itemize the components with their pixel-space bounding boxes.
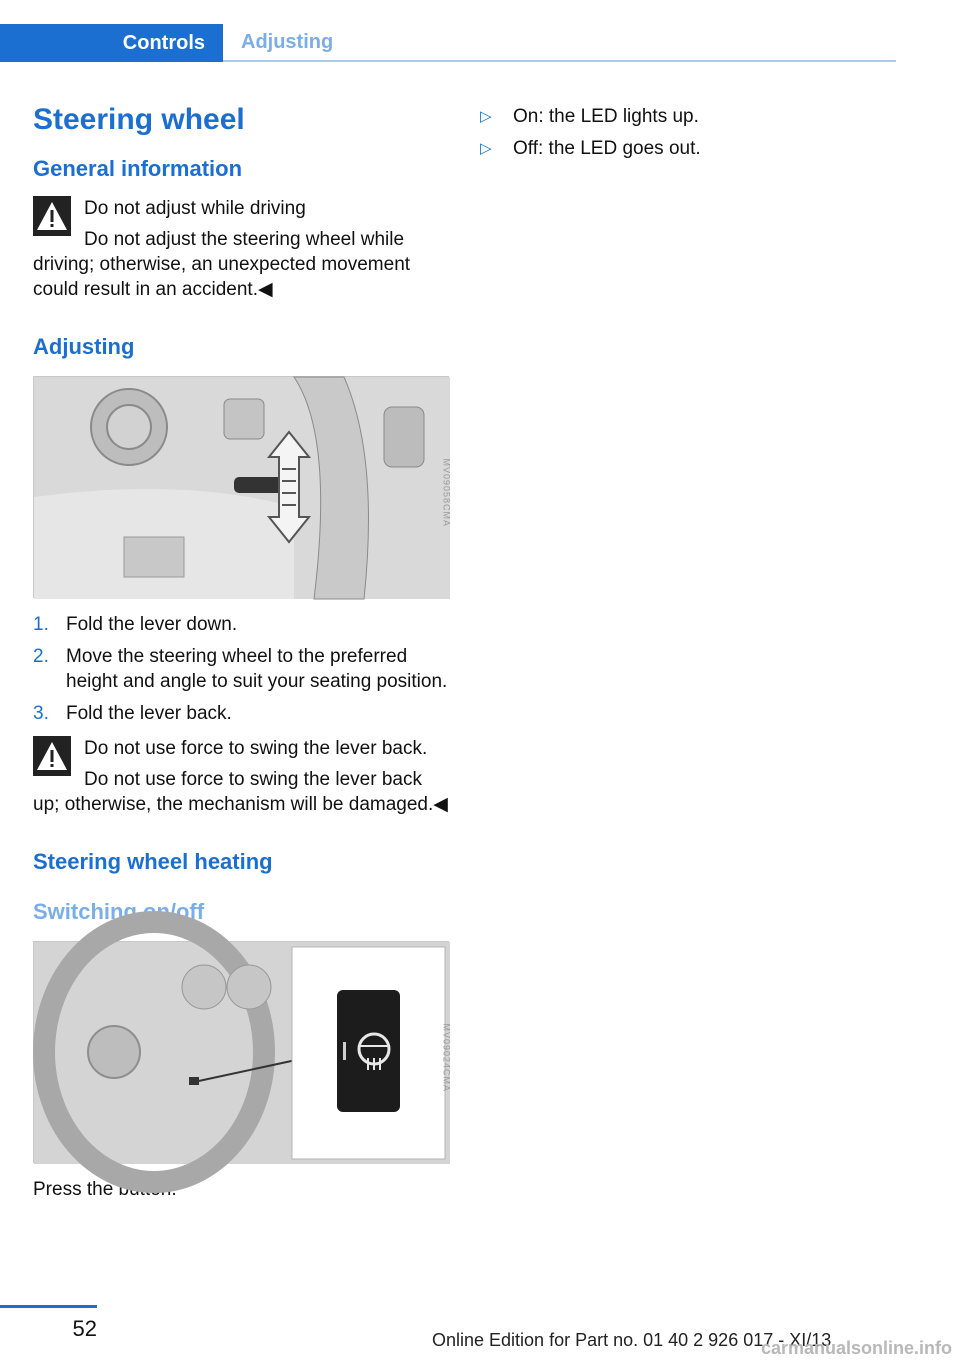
step-text: Fold the lever down. bbox=[66, 614, 238, 635]
steering-wheel-heating-button-illustration bbox=[33, 941, 452, 1163]
page-number-bar bbox=[0, 1305, 97, 1308]
adjust-steps-list bbox=[33, 612, 449, 726]
list-item bbox=[480, 104, 900, 129]
steering-column-lever-illustration bbox=[33, 376, 452, 598]
triangle-bullet-icon: ▷ bbox=[480, 140, 492, 157]
figure-2-id: MV09024CMA bbox=[442, 1023, 452, 1092]
right-column bbox=[480, 104, 900, 168]
warning-triangle-icon bbox=[33, 736, 71, 776]
step-text: Fold the lever back. bbox=[66, 703, 232, 724]
bullet-text: On: the LED lights up. bbox=[513, 106, 699, 127]
general-information-heading: General information bbox=[33, 156, 243, 181]
led-status-list bbox=[480, 104, 900, 161]
tab-adjusting-label: Adjusting bbox=[241, 30, 334, 53]
list-item bbox=[33, 701, 449, 726]
switching-on-off-heading: Switching on/off bbox=[33, 899, 205, 924]
step-number: 1. bbox=[33, 614, 49, 635]
list-item bbox=[33, 644, 449, 694]
warning-lever-force bbox=[33, 736, 449, 817]
warning-2-title: Do not use force to swing the lever back. bbox=[84, 738, 428, 759]
triangle-bullet-icon: ▷ bbox=[480, 108, 492, 125]
tab-adjusting[interactable] bbox=[223, 24, 896, 62]
bullet-text: Off: the LED goes out. bbox=[513, 138, 701, 159]
press-button-text: Press the button. bbox=[33, 1179, 177, 1200]
steering-wheel-heating-heading: Steering wheel heating bbox=[33, 849, 273, 874]
step-number: 3. bbox=[33, 703, 49, 724]
list-item bbox=[480, 136, 900, 161]
warning-triangle-icon bbox=[33, 196, 71, 236]
warning-2-text: Do not use force to swing the lever back up; otherwise, the mechanism will be damaged.◀ bbox=[33, 769, 448, 815]
heating-button-drawing bbox=[34, 942, 450, 1164]
warning-adjust-while-driving bbox=[33, 196, 449, 302]
watermark: carmanualsonline.info bbox=[760, 1338, 952, 1358]
figure-1-id: MV09058CMA bbox=[442, 458, 452, 527]
warning-1-title: Do not adjust while driving bbox=[84, 198, 306, 219]
list-item bbox=[33, 612, 449, 637]
warning-1-text: Do not adjust the steering wheel while driving; otherwise, an unexpected movement could result in an accident.◀ bbox=[33, 229, 411, 300]
tab-controls[interactable] bbox=[0, 24, 223, 62]
page-number: 52 bbox=[72, 1316, 97, 1341]
page-title: Steering wheel bbox=[33, 103, 245, 136]
tab-controls-label: Controls bbox=[122, 31, 205, 54]
adjusting-heading: Adjusting bbox=[33, 334, 135, 359]
left-column bbox=[33, 100, 452, 1202]
steering-column-drawing bbox=[34, 377, 450, 599]
step-text: Move the steering wheel to the preferred height and angle to suit your seating position. bbox=[66, 646, 448, 692]
edition-footer: Online Edition for Part no. 01 40 2 926 017 - XI/13 bbox=[432, 1330, 832, 1350]
step-number: 2. bbox=[33, 646, 49, 667]
